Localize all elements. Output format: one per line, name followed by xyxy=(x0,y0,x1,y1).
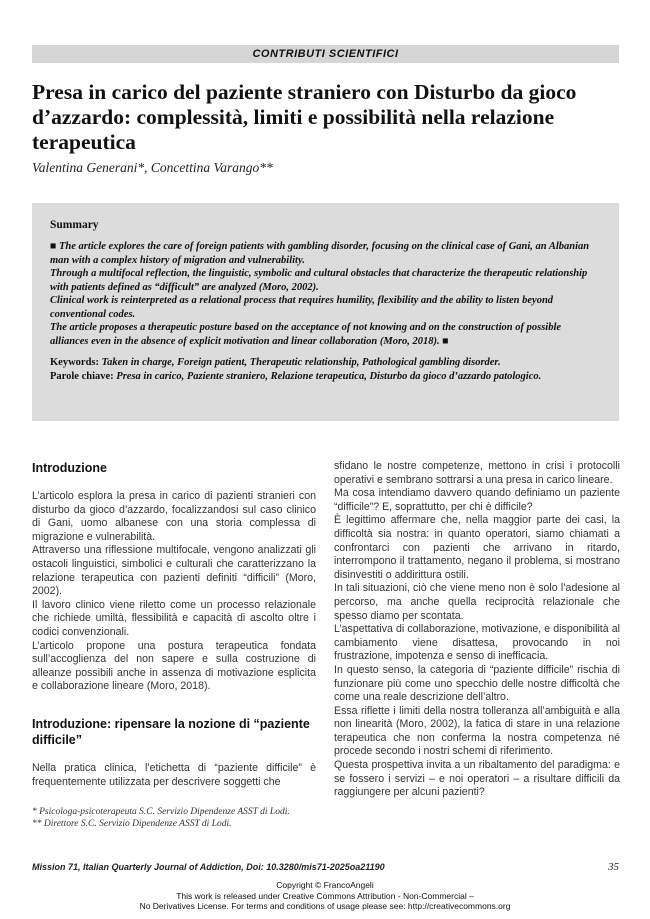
parole-label: Parole chiave: xyxy=(50,370,114,382)
copyright-line: Copyright © FrancoAngeli xyxy=(276,880,374,890)
article-authors: Valentina Generani*, Concettina Varango** xyxy=(32,160,273,175)
left-column xyxy=(32,460,316,789)
parole-value: Presa in carico, Paziente straniero, Relazione terapeutica, Disturbo da gioco d’azzardo patologico. xyxy=(116,370,542,382)
parole-chiave xyxy=(50,370,601,384)
body-paragraph: In questo senso, la categoria di “paziente difficile” rischia di funzionare più come uno specchio delle nostre difficoltà che come una reale descrizione dell’altro. xyxy=(334,663,620,704)
section-heading-introduzione: Introduzione xyxy=(32,461,107,475)
keywords xyxy=(50,356,601,370)
keywords-label: Keywords: xyxy=(50,357,99,368)
summary-paragraph: Clinical work is reinterpreted as a relational process that requires humility, flexibility and the ability to listen beyond conventional codes. xyxy=(50,295,554,320)
summary-paragraph: The article proposes a therapeutic posture based on the acceptance of not knowing and on the construction of possible alliances even in the absence of explicit motivation and linear collaboration (Moro, 2018). ■ xyxy=(50,322,562,347)
body-paragraph: Essa riflette i limiti della nostra tolleranza all’ambiguità e alla non linearità (Moro, 2002), la fatica di stare in una relazione terapeutica che non conferma la nostra competenza né procede secondo i nostri schemi di riferimento. xyxy=(334,704,620,758)
body-paragraph: Nella pratica clinica, l’etichetta di “paziente difficile” è frequentemente utilizzata per descrivere soggetti che xyxy=(32,761,316,788)
summary-paragraph: ■ The article explores the care of foreign patients with gambling disorder, focusing on the clinical case of Gani, an Albanian man with a complex history of migration and vulnerability. xyxy=(50,241,590,266)
body-paragraph: L’articolo esplora la presa in carico di pazienti stranieri con disturbo da gioco d’azzardo, focalizzandosi sul caso clinico di Gani, uomo albanese con una storia complessa di migrazione e vulnerabilità. xyxy=(32,490,316,543)
license-line: This work is released under Creative Commons Attribution - Non-Commercial – xyxy=(176,890,474,901)
section-heading-paziente-difficile: Introduzione: ripensare la nozione di “paziente difficile” xyxy=(32,716,310,747)
body-paragraph: È legittimo affermare che, nella maggior parte dei casi, la difficoltà sia nostra: in quanto operatori, siamo chiamati a confrontarci con pazienti che arrivano in ritardo, interrompono il trattamento, negano il problema, si mostrano disinvestiti o addirittura ostili. xyxy=(334,514,620,581)
keywords-value: Taken in charge, Foreign patient, Therapeutic relationship, Pathological gambling disorder. xyxy=(101,357,501,368)
footnote: * Psicologa-psicoterapeuta S.C. Servizio Dipendenze ASST di Lodi. xyxy=(32,807,290,817)
body-paragraph: In tali situazioni, ciò che viene meno non è solo l’adesione al percorso, ma anche quella reciprocità relazionale che spesso diamo per scontata. xyxy=(334,582,620,622)
summary-paragraph: Through a multifocal reflection, the linguistic, symbolic and cultural obstacles that characterize the therapeutic relationship with patients defined as “difficult” are analyzed (Moro, 2002). xyxy=(50,268,588,293)
copyright-notice xyxy=(0,880,650,912)
summary-box xyxy=(32,203,619,421)
body-paragraph: Attraverso una riflessione multifocale, vengono analizzati gli ostacoli linguistici, simbolici e culturali che caratterizzano la relazione terapeutica con pazienti definiti “difficili” (Moro, 2002). xyxy=(32,544,316,598)
license-link-line[interactable]: No Derivatives License. For terms and conditions of usage please see: http://creativecommons.org xyxy=(139,901,511,911)
right-column xyxy=(334,460,620,800)
article-title: Presa in carico del paziente straniero con Disturbo da gioco d’azzardo: complessità, limiti e possibilità nella relazione terapeutica xyxy=(32,80,577,154)
body-paragraph: L’aspettativa di collaborazione, motivazione, e disponibilità al cambiamento viene disattesa, provocando in noi frustrazione, impotenza e senso di inefficacia. xyxy=(334,623,620,663)
footnotes xyxy=(32,806,316,830)
footnote: ** Direttore S.C. Servizio Dipendenze ASST di Lodi. xyxy=(32,819,232,829)
body-paragraph: Ma cosa intendiamo davvero quando definiamo un paziente “difficile”? E, soprattutto, per chi è difficile? xyxy=(334,487,620,513)
summary-heading: Summary xyxy=(50,219,99,231)
body-paragraph: sfidano le nostre competenze, mettono in crisi i protocolli operativi e sembrano sottrarsi a una presa in carico lineare. xyxy=(334,460,620,486)
journal-citation: Mission 71, Italian Quarterly Journal of Addiction, Doi: 10.3280/mis71-2025oa21190 xyxy=(32,862,385,872)
page-number: 35 xyxy=(608,861,619,873)
body-paragraph: Questa prospettiva invita a un ribaltamento del paradigma: e se fossero i servizi – e noi operatori – a risultare difficili da raggiungere per alcuni pazienti? xyxy=(334,759,620,799)
section-label: CONTRIBUTI SCIENTIFICI xyxy=(32,45,619,63)
body-paragraph: Il lavoro clinico viene riletto come un processo relazionale che richiede umiltà, flessibilità e capacità di ascolto oltre i codici convenzionali. xyxy=(32,598,316,638)
body-paragraph: L’articolo propone una postura terapeutica fondata sull’accoglienza del non sapere e sulla costruzione di alleanze possibili anche in assenza di motivazione esplicita e collaborazione lineare (Moro, 2018). xyxy=(32,639,316,693)
